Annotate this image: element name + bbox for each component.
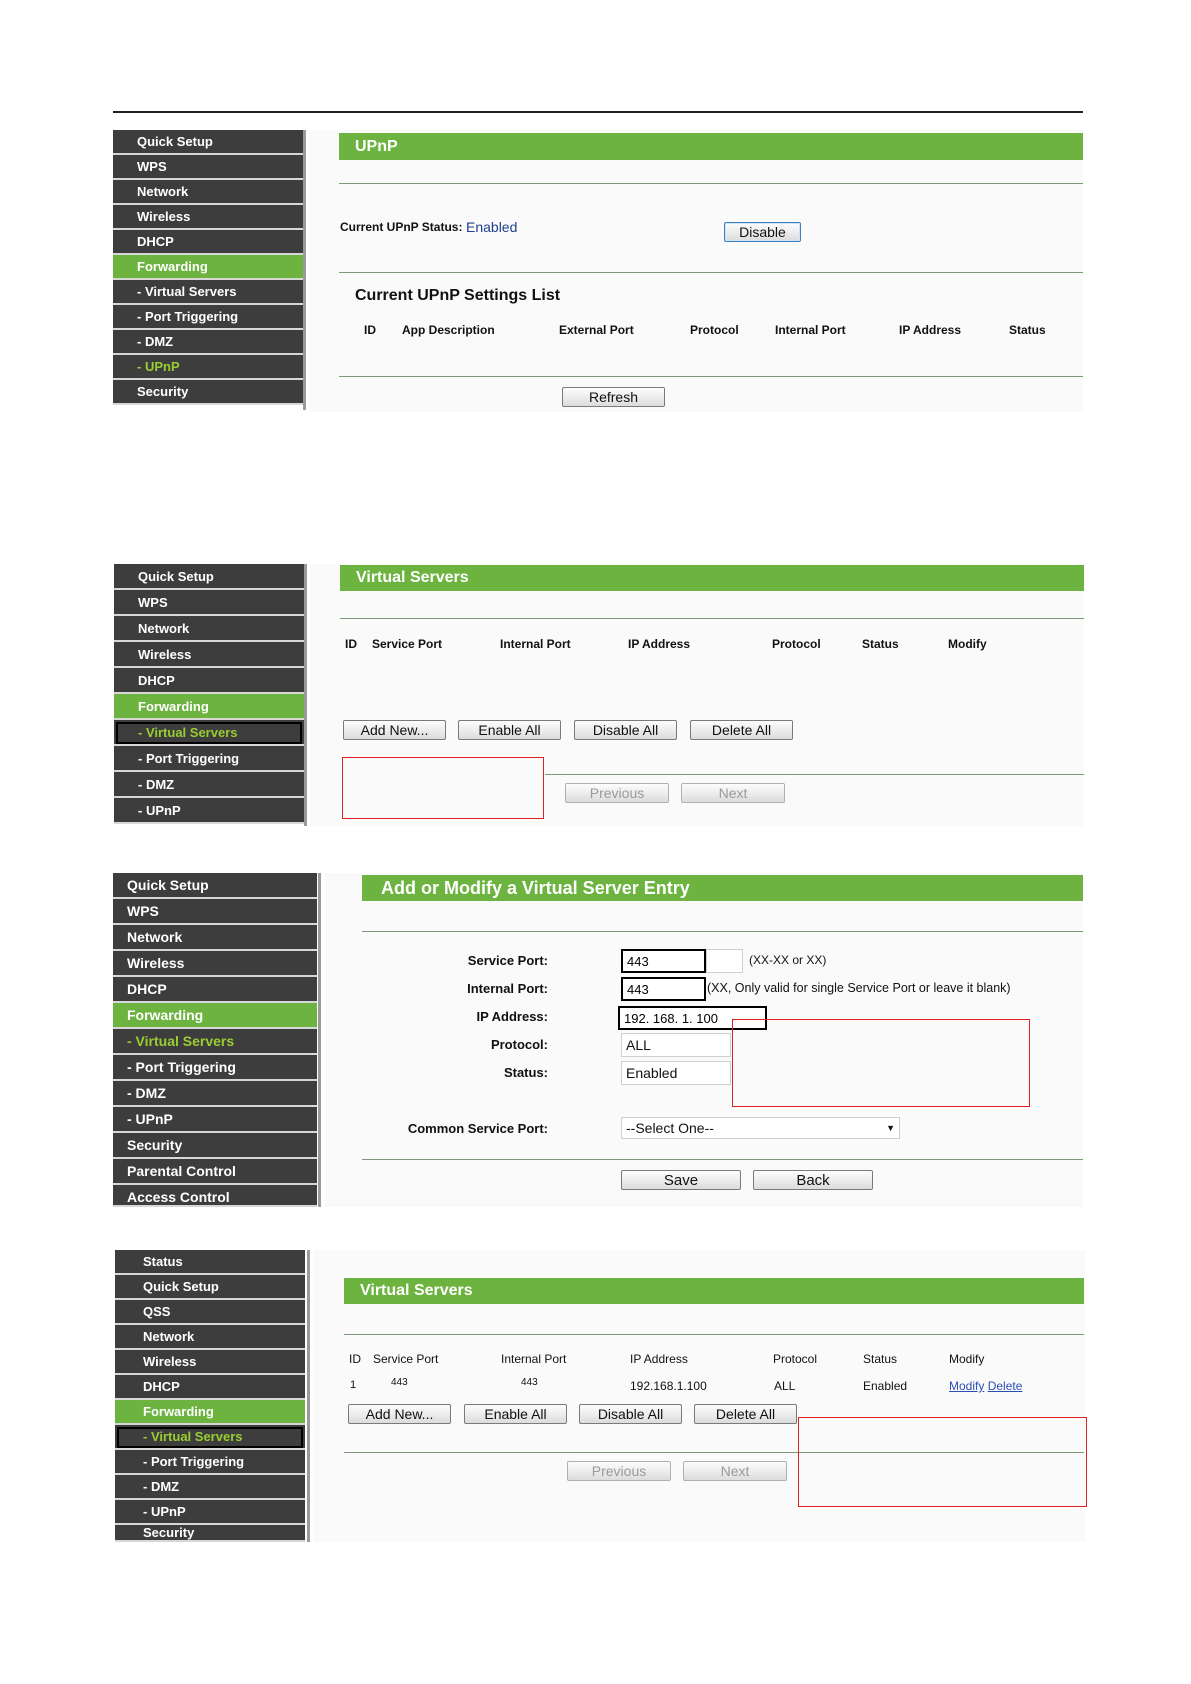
sidebar-divider	[307, 1250, 310, 1542]
col-header-id: ID	[364, 323, 376, 337]
sidebar-item-forwarding[interactable]: Forwarding	[113, 1003, 317, 1029]
col-header-internal-port: Internal Port	[501, 1352, 567, 1366]
sidebar-item-network[interactable]: Network	[114, 616, 304, 642]
highlight-box	[342, 757, 544, 819]
col-header-protocol: Protocol	[690, 323, 739, 337]
sidebar-item-forwarding[interactable]: Forwarding	[115, 1400, 305, 1425]
refresh-button[interactable]: Refresh	[562, 387, 665, 407]
col-header-app-description: App Description	[402, 323, 495, 337]
disable-all-button[interactable]: Disable All	[574, 720, 677, 740]
sidebar-item-wireless[interactable]: Wireless	[115, 1350, 305, 1375]
page-title: Virtual Servers	[344, 1278, 1084, 1304]
sidebar-item-wps[interactable]: WPS	[114, 590, 304, 616]
next-button[interactable]: Next	[681, 783, 785, 803]
service-port-label: Service Port:	[467, 953, 548, 968]
col-header-service-port: Service Port	[373, 1352, 439, 1366]
highlight-box	[798, 1417, 1087, 1507]
col-header-service-port: Service Port	[372, 637, 443, 651]
disable-button[interactable]: Disable	[724, 222, 801, 242]
col-header-modify: Modify	[949, 1352, 985, 1366]
protocol-label: Protocol:	[490, 1037, 548, 1052]
upnp-screenshot	[113, 130, 1083, 412]
sidebar-item-qss[interactable]: QSS	[115, 1300, 305, 1325]
col-header-id: ID	[349, 1352, 361, 1366]
sidebar-item-upnp[interactable]: - UPnP	[113, 1107, 317, 1133]
sidebar-item-dmz[interactable]: - DMZ	[113, 330, 303, 355]
service-port-hint: (XX-XX or XX)	[749, 953, 827, 967]
sidebar-menu	[113, 130, 303, 405]
page-top-rule	[113, 111, 1083, 113]
page-title: Add or Modify a Virtual Server Entry	[362, 875, 1083, 901]
row-id: 1	[350, 1379, 357, 1391]
row-service-port: 443	[391, 1377, 408, 1388]
sidebar-item-wps[interactable]: WPS	[113, 155, 303, 180]
back-button[interactable]: Back	[753, 1170, 873, 1190]
row-status: Enabled	[863, 1379, 908, 1393]
delete-link[interactable]: Delete	[987, 1379, 1023, 1393]
col-header-internal-port: Internal Port	[500, 637, 571, 651]
col-header-protocol: Protocol	[772, 637, 821, 651]
sidebar-item-port-triggering[interactable]: - Port Triggering	[115, 1450, 305, 1475]
sidebar-item-forwarding[interactable]: Forwarding	[114, 694, 304, 720]
sidebar-item-dhcp[interactable]: DHCP	[113, 977, 317, 1003]
sidebar-item-status[interactable]: Status	[115, 1250, 305, 1275]
sidebar-item-security[interactable]: Security	[113, 1133, 317, 1159]
disable-all-button[interactable]: Disable All	[579, 1404, 682, 1424]
status-label: Status:	[503, 1065, 548, 1080]
sidebar-item-network[interactable]: Network	[113, 180, 303, 205]
sidebar-item-port-triggering[interactable]: - Port Triggering	[113, 305, 303, 330]
common-service-port-label: Common Service Port:	[407, 1121, 548, 1136]
add-modify-entry-screenshot	[113, 873, 1083, 1207]
sidebar-item-port-triggering[interactable]: - Port Triggering	[113, 1055, 317, 1081]
next-button[interactable]: Next	[683, 1461, 787, 1481]
common-service-port-value: --Select One--	[626, 1120, 714, 1136]
status-select[interactable]: Enabled	[621, 1061, 731, 1085]
col-header-protocol: Protocol	[773, 1352, 818, 1366]
add-new-button[interactable]: Add New...	[348, 1404, 451, 1424]
sidebar-item-dhcp[interactable]: DHCP	[114, 668, 304, 694]
upnp-status-label: Current UPnP Status:	[340, 220, 463, 234]
virtual-servers-empty-screenshot	[114, 564, 1084, 826]
divider	[344, 1334, 1084, 1335]
row-modify-actions	[949, 1379, 1022, 1393]
sidebar-item-security[interactable]: Security	[115, 1525, 305, 1542]
sidebar-item-dhcp[interactable]: DHCP	[113, 230, 303, 255]
sidebar-divider	[303, 130, 306, 410]
enable-all-button[interactable]: Enable All	[458, 720, 561, 740]
internal-port-label: Internal Port:	[467, 981, 548, 996]
sidebar-item-access-control[interactable]: Access Control	[113, 1185, 317, 1207]
sidebar-item-virtual-servers[interactable]: - Virtual Servers	[114, 720, 304, 746]
row-ip-address: 192.168.1.100	[630, 1379, 707, 1393]
page-title: UPnP	[339, 133, 1083, 160]
sidebar-item-quick-setup[interactable]: Quick Setup	[113, 873, 317, 899]
sidebar-item-wireless[interactable]: Wireless	[114, 642, 304, 668]
sidebar-item-quick-setup[interactable]: Quick Setup	[113, 130, 303, 155]
divider	[339, 272, 1083, 273]
sidebar-menu	[113, 873, 317, 1207]
sidebar-menu	[114, 564, 304, 824]
enable-all-button[interactable]: Enable All	[464, 1404, 567, 1424]
sidebar-item-upnp[interactable]: - UPnP	[114, 798, 304, 824]
upnp-status-value: Enabled	[466, 219, 518, 235]
sidebar-divider	[304, 564, 307, 826]
sidebar-item-quick-setup[interactable]: Quick Setup	[114, 564, 304, 590]
sidebar-item-virtual-servers[interactable]: - Virtual Servers	[113, 1029, 317, 1055]
col-header-modify: Modify	[948, 637, 987, 651]
sidebar-item-virtual-servers[interactable]: - Virtual Servers	[113, 280, 303, 305]
divider	[362, 1159, 1083, 1160]
common-service-port-select[interactable]	[621, 1117, 900, 1139]
sidebar-item-dhcp[interactable]: DHCP	[115, 1375, 305, 1400]
sidebar-item-dmz[interactable]: - DMZ	[113, 1081, 317, 1107]
sidebar-item-upnp[interactable]: - UPnP	[113, 355, 303, 380]
protocol-select[interactable]: ALL	[621, 1033, 731, 1057]
sidebar-item-port-triggering[interactable]: - Port Triggering	[114, 746, 304, 772]
col-header-status: Status	[862, 637, 899, 651]
sidebar-item-wireless[interactable]: Wireless	[113, 951, 317, 977]
previous-button[interactable]: Previous	[567, 1461, 671, 1481]
sidebar-item-quick-setup[interactable]: Quick Setup	[115, 1275, 305, 1300]
add-new-button[interactable]: Add New...	[343, 720, 446, 740]
col-header-ip-address: IP Address	[899, 323, 962, 337]
settings-list-title: Current UPnP Settings List	[355, 287, 561, 304]
modify-link[interactable]: Modify	[949, 1379, 985, 1393]
row-internal-port: 443	[521, 1377, 538, 1388]
sidebar-item-wps[interactable]: WPS	[113, 899, 317, 925]
previous-button[interactable]: Previous	[565, 783, 669, 803]
col-header-id: ID	[345, 637, 357, 651]
sidebar-divider	[318, 873, 321, 1207]
internal-port-input[interactable]	[621, 977, 706, 1001]
sidebar-item-upnp[interactable]: - UPnP	[115, 1500, 305, 1525]
divider	[339, 376, 1083, 377]
sidebar-item-dmz[interactable]: - DMZ	[114, 772, 304, 798]
sidebar-item-dmz[interactable]: - DMZ	[115, 1475, 305, 1500]
save-button[interactable]: Save	[621, 1170, 741, 1190]
sidebar-item-security[interactable]: Security	[113, 380, 303, 405]
service-port-input[interactable]	[621, 949, 706, 973]
sidebar-item-forwarding[interactable]: Forwarding	[113, 255, 303, 280]
chevron-down-icon: ▼	[886, 1123, 895, 1133]
highlight-box	[732, 1019, 1030, 1107]
divider	[362, 931, 1083, 932]
sidebar-item-virtual-servers[interactable]: - Virtual Servers	[115, 1425, 305, 1450]
sidebar-item-network[interactable]: Network	[113, 925, 317, 951]
sidebar-menu	[115, 1250, 305, 1542]
virtual-servers-list-screenshot	[115, 1250, 1085, 1542]
ip-address-label: IP Address:	[476, 1009, 548, 1024]
sidebar-item-parental-control[interactable]: Parental Control	[113, 1159, 317, 1185]
divider	[545, 774, 1084, 775]
divider	[339, 183, 1083, 184]
internal-port-hint: (XX, Only valid for single Service Port or leave it blank)	[707, 981, 1011, 995]
service-port-input-ext	[706, 949, 743, 973]
divider	[340, 618, 1084, 619]
col-header-ip-address: IP Address	[628, 637, 691, 651]
delete-all-button[interactable]: Delete All	[690, 720, 793, 740]
col-header-ip-address: IP Address	[630, 1352, 688, 1366]
col-header-status: Status	[863, 1352, 898, 1366]
col-header-status: Status	[1009, 323, 1046, 337]
sidebar-item-network[interactable]: Network	[115, 1325, 305, 1350]
page-title: Virtual Servers	[340, 565, 1084, 591]
col-header-internal-port: Internal Port	[775, 323, 846, 337]
col-header-external-port: External Port	[559, 323, 634, 337]
delete-all-button[interactable]: Delete All	[694, 1404, 797, 1424]
upnp-content	[309, 130, 1083, 412]
row-protocol: ALL	[774, 1379, 796, 1393]
sidebar-item-wireless[interactable]: Wireless	[113, 205, 303, 230]
